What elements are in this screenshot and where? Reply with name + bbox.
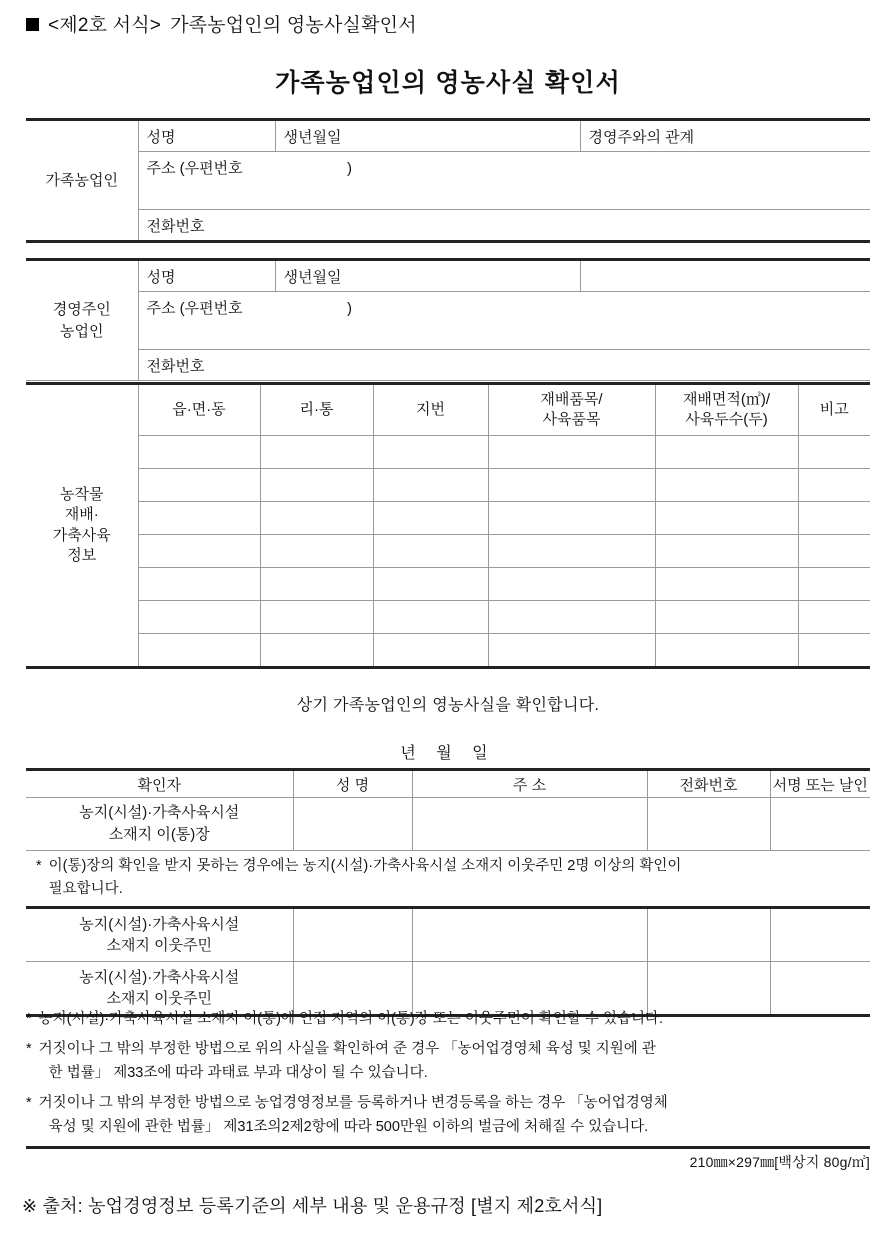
- confirmer-address-field[interactable]: [412, 798, 647, 851]
- footnote-text: [39, 1092, 870, 1139]
- crop-data-row: [26, 502, 870, 535]
- crop-livestock-section: [26, 382, 870, 669]
- owner-address-label: [139, 292, 871, 321]
- confirmer-role-line2: 소재지 이(통)장: [108, 826, 210, 843]
- confirmer-phone-field[interactable]: [647, 798, 770, 851]
- family-birth-cell[interactable]: [275, 120, 580, 152]
- crop-data-cell[interactable]: [138, 535, 260, 568]
- confirmer-role-line2: 소재지 이웃주민: [106, 937, 213, 955]
- crop-row-label: [26, 384, 138, 668]
- crop-col-header: [798, 384, 870, 436]
- paper-spec: 210㎜×297㎜[백상지 80g/㎡]: [689, 1154, 870, 1170]
- owner-blank-label: [581, 273, 871, 279]
- crop-data-cell[interactable]: [488, 601, 655, 634]
- footnote-star: *: [26, 1095, 32, 1112]
- owner-name-cell[interactable]: [138, 260, 275, 292]
- crop-data-cell[interactable]: [138, 502, 260, 535]
- crop-label-line3: 가축사육: [52, 526, 111, 544]
- owner-name-label: 성명: [146, 268, 176, 286]
- crop-label-line1: 농작물: [60, 486, 104, 503]
- family-relation-cell[interactable]: [580, 120, 870, 152]
- confirmer-section: [26, 768, 870, 1017]
- crop-data-cell[interactable]: [138, 469, 260, 502]
- crop-col-header-line1: 재배품목/: [540, 390, 603, 408]
- crop-data-cell[interactable]: [655, 601, 798, 634]
- family-farmer-row-label: 가족농업인: [26, 120, 138, 242]
- crop-data-cell[interactable]: [655, 469, 798, 502]
- crop-data-cell[interactable]: [798, 535, 870, 568]
- form-number: <제2호 서식>: [48, 15, 162, 36]
- owner-farmer-table: [26, 258, 870, 381]
- crop-label-line4: 정보: [67, 546, 97, 564]
- form-header-name: 가족농업인의 영농사실확인서: [170, 15, 417, 36]
- confirmer-row-neighbor-1: [26, 908, 870, 962]
- owner-address-close-paren: ): [346, 300, 352, 317]
- footnote-list: [26, 1008, 870, 1146]
- owner-label-line1: 경영주인: [52, 300, 111, 318]
- owner-blank-cell[interactable]: [580, 260, 870, 292]
- crop-col-header-line2: 사육두수(두): [685, 411, 768, 428]
- confirmer-role-label: [26, 798, 293, 851]
- crop-data-cell[interactable]: [260, 535, 373, 568]
- crop-data-cell[interactable]: [655, 535, 798, 568]
- confirmer-table: [26, 768, 870, 1017]
- confirmer-inline-note: [26, 851, 870, 908]
- footnote-line2: 육성 및 지원에 관한 법률」 제31조의2제2항에 따라 500만원 이하의 벌금에 처해질 수 있습니다.: [48, 1118, 649, 1135]
- crop-data-cell[interactable]: [373, 535, 488, 568]
- crop-data-cell[interactable]: [488, 535, 655, 568]
- crop-data-row: [26, 601, 870, 634]
- crop-data-cell[interactable]: [373, 469, 488, 502]
- family-address-close-paren: ): [346, 160, 352, 177]
- crop-col-header: [138, 384, 260, 436]
- owner-farmer-row-label: [26, 260, 138, 381]
- crop-data-cell[interactable]: [798, 568, 870, 601]
- family-phone-cell[interactable]: [138, 210, 870, 242]
- crop-col-header-line1: 비고: [819, 400, 849, 418]
- crop-data-cell[interactable]: [488, 436, 655, 469]
- crop-col-header-line1: 리·통: [299, 400, 334, 418]
- family-farmer-section: [26, 118, 870, 243]
- crop-label-line2: 재배·: [64, 506, 99, 524]
- crop-data-row: [26, 634, 870, 668]
- confirmer-name-field[interactable]: [293, 798, 412, 851]
- confirmer-signature-field[interactable]: [770, 798, 870, 851]
- family-phone-label: 전화번호: [146, 217, 205, 235]
- crop-data-cell[interactable]: [798, 601, 870, 634]
- crop-data-cell[interactable]: [655, 568, 798, 601]
- crop-data-cell[interactable]: [138, 568, 260, 601]
- crop-data-row: [26, 436, 870, 469]
- family-address-cell[interactable]: [138, 152, 870, 210]
- family-address-label: [139, 152, 871, 181]
- confirmer-address-field[interactable]: [412, 908, 647, 962]
- form-header: [26, 10, 417, 37]
- confirmer-col-header: 성 명: [293, 770, 412, 798]
- confirmer-col-header: 전화번호: [647, 770, 770, 798]
- crop-data-cell[interactable]: [260, 502, 373, 535]
- crop-data-cell[interactable]: [260, 601, 373, 634]
- confirmer-role-line2: 소재지 이웃주민: [106, 990, 213, 1008]
- footnote-star: *: [26, 1041, 32, 1058]
- family-name-cell[interactable]: [138, 120, 275, 152]
- crop-data-cell[interactable]: [260, 469, 373, 502]
- confirmer-role-line1: 농지(시설)·가축사육시설: [79, 804, 240, 822]
- confirmer-col-header: 주 소: [412, 770, 647, 798]
- crop-data-cell[interactable]: [798, 469, 870, 502]
- crop-col-header: [373, 384, 488, 436]
- family-farmer-table: [26, 118, 870, 243]
- crop-col-header-line1: 재배면적(㎡)/: [682, 390, 771, 408]
- crop-col-header: [260, 384, 373, 436]
- family-relation-label: 경영주와의 관계: [588, 128, 695, 146]
- crop-data-cell[interactable]: [373, 436, 488, 469]
- note-line1: 이(통)장의 확인을 받지 못하는 경우에는 농지(시설)·가축사육시설 소재지 이웃주민 2명 이상의 확인이: [48, 858, 682, 874]
- confirmer-signature-field[interactable]: [770, 908, 870, 962]
- date-line: 년 월 일: [400, 745, 496, 762]
- owner-birth-cell[interactable]: [275, 260, 580, 292]
- crop-data-cell[interactable]: [655, 436, 798, 469]
- confirmer-role-label: [26, 908, 293, 962]
- page-title: 가족농업인의 영농사실 확인서: [275, 69, 621, 97]
- crop-data-cell[interactable]: [798, 502, 870, 535]
- owner-phone-label: 전화번호: [146, 357, 205, 375]
- footnote-item: [26, 1038, 870, 1085]
- owner-address-cell[interactable]: [138, 292, 870, 350]
- owner-phone-cell[interactable]: [138, 350, 870, 381]
- owner-label-line2: 농업인: [60, 322, 104, 340]
- crop-data-cell[interactable]: [488, 568, 655, 601]
- footnote-line1: 거짓이나 그 밖의 부정한 방법으로 위의 사실을 확인하여 준 경우 「농어업경영체 육성 및 지원에 관: [38, 1041, 656, 1058]
- crop-data-row: [26, 469, 870, 502]
- footnote-item: [26, 1092, 870, 1139]
- crop-data-cell[interactable]: [655, 634, 798, 668]
- footer-divider: [26, 1146, 870, 1149]
- confirmer-header-row: [26, 770, 870, 798]
- crop-header-row: [26, 384, 870, 436]
- source-line: ※ 출처: 농업경영정보 등록기준의 세부 내용 및 운용규정 [별지 제2호서식]: [22, 1196, 603, 1216]
- confirmer-row-leader: [26, 798, 870, 851]
- crop-data-cell[interactable]: [260, 634, 373, 668]
- footnote-item: [26, 1008, 870, 1031]
- confirmer-role-line1: 농지(시설)·가축사육시설: [79, 915, 240, 933]
- crop-col-header-line1: 지번: [416, 400, 445, 418]
- crop-data-cell[interactable]: [655, 502, 798, 535]
- footnote-line1: 거짓이나 그 밖의 부정한 방법으로 농업경영정보를 등록하거나 변경등록을 하는 경우 「농어업경영체: [38, 1095, 668, 1112]
- crop-data-cell[interactable]: [138, 436, 260, 469]
- family-birth-label: 생년월일: [283, 128, 342, 146]
- crop-data-cell[interactable]: [373, 502, 488, 535]
- crop-data-cell[interactable]: [488, 502, 655, 535]
- footnote-star: *: [26, 1011, 32, 1027]
- crop-data-cell[interactable]: [260, 568, 373, 601]
- crop-data-cell[interactable]: [373, 634, 488, 668]
- footnote-text: [39, 1038, 870, 1085]
- crop-data-cell[interactable]: [138, 601, 260, 634]
- confirmer-col-header: 서명 또는 날인: [770, 770, 870, 798]
- owner-birth-label: 생년월일: [283, 268, 342, 286]
- confirmer-col-header: 확인자: [26, 770, 293, 798]
- crop-data-cell[interactable]: [373, 601, 488, 634]
- crop-data-cell[interactable]: [138, 634, 260, 668]
- note-line2: 필요합니다.: [48, 881, 123, 898]
- family-address-text: 주소 (우편번호: [146, 160, 243, 177]
- crop-data-cell[interactable]: [798, 634, 870, 668]
- square-bullet-icon: [26, 18, 39, 31]
- family-name-label: 성명: [146, 128, 176, 146]
- crop-col-header: [655, 384, 798, 436]
- crop-livestock-table: [26, 382, 870, 669]
- crop-data-cell[interactable]: [373, 568, 488, 601]
- footnote-text: [39, 1008, 870, 1031]
- crop-col-header-line2: 사육품목: [542, 411, 601, 428]
- crop-data-row: [26, 535, 870, 568]
- crop-data-row: [26, 568, 870, 601]
- confirmer-name-field[interactable]: [293, 908, 412, 962]
- confirmation-statement: 상기 가족농업인의 영농사실을 확인합니다.: [296, 697, 600, 714]
- crop-data-cell[interactable]: [798, 436, 870, 469]
- confirmer-role-line1: 농지(시설)·가축사육시설: [79, 968, 240, 986]
- owner-farmer-section: [26, 258, 870, 381]
- confirmer-phone-field[interactable]: [647, 908, 770, 962]
- crop-col-header: [488, 384, 655, 436]
- crop-data-cell[interactable]: [488, 634, 655, 668]
- crop-data-cell[interactable]: [488, 469, 655, 502]
- owner-address-text: 주소 (우편번호: [146, 300, 243, 317]
- crop-data-cell[interactable]: [260, 436, 373, 469]
- confirmer-inline-note-row: [26, 851, 870, 908]
- crop-col-header-line1: 읍·면·동: [172, 400, 226, 418]
- note-star: *: [36, 858, 42, 874]
- footnote-line2: 한 법률」 제33조에 따라 과태료 부과 대상이 될 수 있습니다.: [48, 1064, 428, 1081]
- footnote-line1: 농지(시설)·가축사육시설 소재지 이(통)에 인접 지역의 이(통)장 또는 이웃주민이 확인할 수 있습니다.: [38, 1011, 664, 1027]
